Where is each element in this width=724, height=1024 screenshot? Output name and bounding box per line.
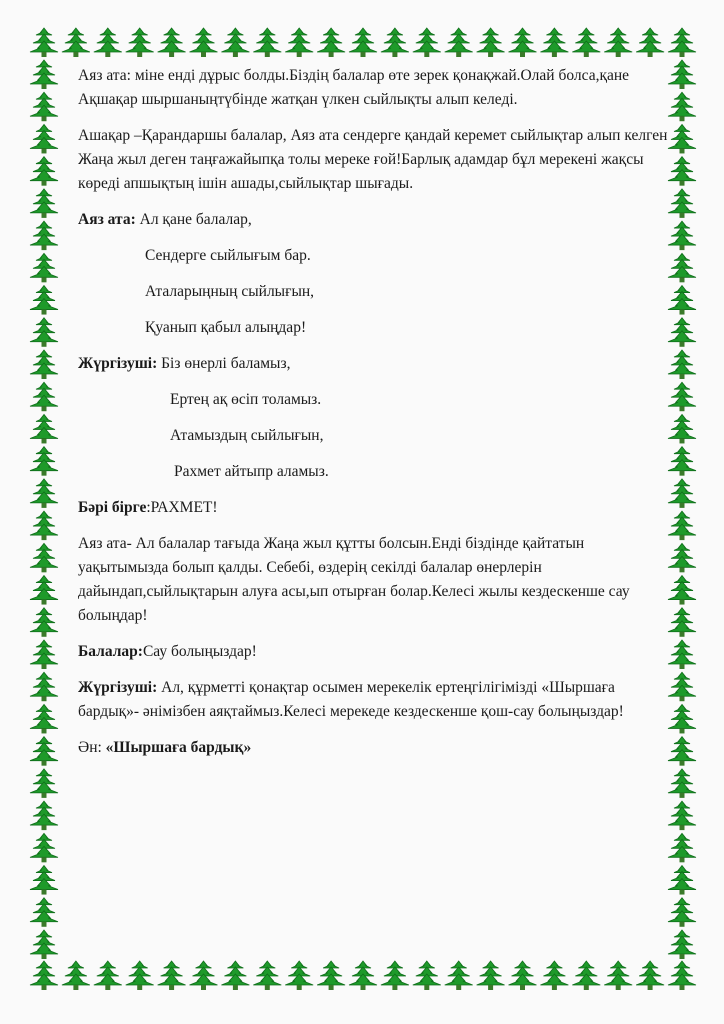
paragraph-ayaz-intro: Аяз ата: міне енді дұрыс болды.Біздің балалар өте зерек қонақжай.Олай болса,қане Ақшақар шыршаныңтүбінде жатқан үлкен сыйлықты алып келеді. [78,67,630,108]
christmas-tree-icon [30,961,58,990]
speaker-label: Бәрі бірге [78,499,147,516]
line-text: :РАХМЕТ! [146,499,218,516]
christmas-tree-icon [349,961,377,990]
christmas-tree-icon [604,961,632,990]
christmas-tree-icon [30,286,58,315]
christmas-tree-icon [509,961,537,990]
christmas-tree-icon [126,961,154,990]
song-title: «Шыршаға бардық» [105,739,252,756]
christmas-tree-icon [285,28,313,57]
christmas-tree-icon [30,253,58,282]
christmas-tree-icon [221,961,249,990]
christmas-tree-icon [30,60,58,89]
christmas-tree-icon [30,737,58,766]
christmas-tree-icon [285,961,313,990]
christmas-tree-icon [30,447,58,476]
christmas-tree-icon [30,704,58,733]
christmas-tree-icon [477,961,505,990]
christmas-tree-icon [349,28,377,57]
christmas-tree-icon [253,961,281,990]
christmas-tree-icon [572,28,600,57]
christmas-tree-icon [381,961,409,990]
christmas-tree-icon [30,350,58,379]
christmas-tree-icon [30,930,58,959]
ayaz-verse [78,208,678,232]
christmas-tree-icon [30,157,58,186]
christmas-tree-icon [668,801,696,830]
line-text: Сау болыңыздар! [142,643,257,660]
christmas-tree-icon [668,961,696,990]
christmas-tree-icon [30,543,58,572]
speaker-label: Жүргізуші: [78,679,158,696]
christmas-tree-icon [30,189,58,218]
document-body [78,64,678,772]
christmas-tree-icon [604,28,632,57]
christmas-tree-icon [668,833,696,862]
christmas-tree-icon [62,28,90,57]
christmas-tree-icon [30,898,58,927]
christmas-tree-icon [30,28,58,57]
christmas-tree-icon [253,28,281,57]
song-label: Ән: [78,739,106,756]
christmas-tree-icon [30,833,58,862]
christmas-tree-icon [158,28,186,57]
speaker-label: Жүргізуші: [78,355,158,372]
verse-text: Біз өнерлі баламыз, [157,355,291,372]
christmas-tree-icon [30,511,58,540]
christmas-tree-icon [94,961,122,990]
christmas-tree-icon [317,961,345,990]
verse-text: Ал қане балалар, [135,211,252,228]
christmas-tree-icon [636,28,664,57]
christmas-tree-icon [30,801,58,830]
christmas-tree-icon [540,28,568,57]
verse-line: Ертең ақ өсіп толамыз. [170,391,322,408]
christmas-tree-icon [668,866,696,895]
christmas-tree-icon [221,28,249,57]
christmas-tree-icon [30,672,58,701]
christmas-tree-icon [30,640,58,669]
paragraph-children [78,640,678,664]
verse-line: Аталарыңның сыйлығын, [145,283,315,300]
christmas-tree-icon [30,576,58,605]
paragraph-all-together [78,496,678,520]
jurgizushi-verse [78,352,678,376]
christmas-tree-icon [477,28,505,57]
christmas-tree-icon [30,92,58,121]
christmas-tree-icon [158,961,186,990]
christmas-tree-icon [668,898,696,927]
christmas-tree-icon [540,961,568,990]
christmas-tree-icon [668,769,696,798]
speaker-label: Аяз ата: [78,211,136,228]
paragraph-akshakar: Ашақар –Қарандаршы балалар, Аяз ата сендерге қандай керемет сыйлықтар алып келген Жаңа жыл деген таңғажайыпқа толы мереке ғой!Барлық адамдар бұл мерекені жақсы көреді апшықтың ішін ашады,сыйлықтар шығады. [78,127,668,192]
verse-line [78,208,678,232]
christmas-tree-icon [30,479,58,508]
christmas-tree-icon [30,318,58,347]
christmas-tree-icon [381,28,409,57]
christmas-tree-icon [509,28,537,57]
christmas-tree-icon [413,961,441,990]
christmas-tree-icon [668,930,696,959]
christmas-tree-icon [30,866,58,895]
paragraph-ayaz-farewell: Аяз ата- Ал балалар тағыда Жаңа жыл құтты болсын.Енді біздінде қайтатын уақытымызда болып қалды. Себебі, өздерің секілді балалар өнерлерін дайындап,сыйлықтарын алуға асы,ып отырған болар.Келесі жылы кездескенше сау болыңдар! [78,535,630,624]
christmas-tree-icon [30,382,58,411]
christmas-tree-icon [30,221,58,250]
christmas-tree-icon [636,961,664,990]
paragraph-song [78,736,678,760]
verse-line: Рахмет айтыпр аламыз. [174,463,329,480]
christmas-tree-icon [190,28,218,57]
christmas-tree-icon [190,961,218,990]
christmas-tree-icon [62,961,90,990]
christmas-tree-icon [668,28,696,57]
verse-line: Атамыздың сыйлығын, [170,427,324,444]
christmas-tree-icon [126,28,154,57]
christmas-tree-icon [30,124,58,153]
verse-line: Қуанып қабыл алыңдар! [145,319,307,336]
christmas-tree-icon [445,961,473,990]
verse-line: Сендерге сыйлығым бар. [145,247,311,264]
christmas-tree-icon [30,414,58,443]
christmas-tree-icon [317,28,345,57]
line-text: Ал, құрметті қонақтар осымен мерекелік ертеңгілігімізді «Шыршаға бардық»- әнімізбен аяқтаймыз.Келесі мерекеде кездескенше қош-сау болыңыздар! [78,679,624,720]
paragraph-host-closing [78,676,678,724]
christmas-tree-icon [572,961,600,990]
christmas-tree-icon [30,608,58,637]
christmas-tree-icon [94,28,122,57]
christmas-tree-icon [413,28,441,57]
christmas-tree-icon [30,769,58,798]
speaker-label: Балалар: [78,643,143,660]
christmas-tree-icon [445,28,473,57]
